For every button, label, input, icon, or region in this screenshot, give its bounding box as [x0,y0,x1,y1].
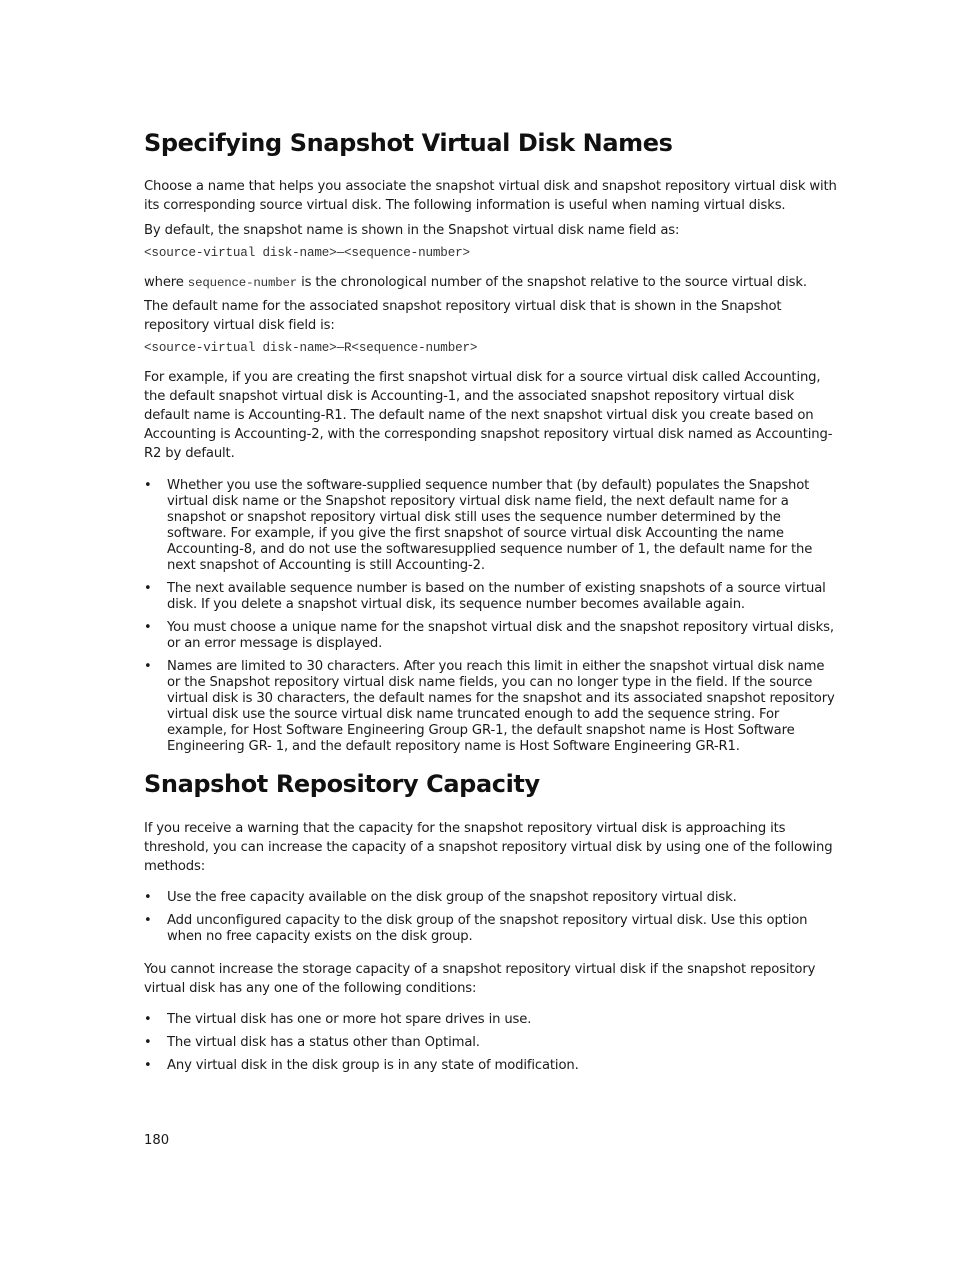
section-heading-repository-capacity: Snapshot Repository Capacity [144,770,540,798]
list-item: • The virtual disk has a status other than Optimal. [144,1035,838,1051]
code-sequence-number: sequence-number [187,276,298,290]
list-item: • Any virtual disk in the disk group is in any state of modification. [144,1058,838,1074]
code-snapshot-name-format: <source-virtual disk-name>—<sequence-number> [144,246,470,260]
bullet-list-naming [144,478,838,762]
list-item: • Add unconfigured capacity to the disk group of the snapshot repository virtual disk. Use this option when no free capacity exists on the disk group. [144,913,838,945]
bullet-list-conditions [144,1012,838,1081]
list-item: • You must choose a unique name for the snapshot virtual disk and the snapshot repository virtual disks, or an error message is displayed. [144,620,838,652]
paragraph-intro: Choose a name that helps you associate the snapshot virtual disk and snapshot repository virtual disk with its corresponding source virtual disk. The following information is useful when naming virtual disks. [144,179,837,213]
paragraph-repository-default-name: The default name for the associated snapshot repository virtual disk that is shown in the Snapshot repository virtual disk field is: [144,299,782,333]
page-number: 180 [144,1133,170,1148]
code-repository-name-format: <source-virtual disk-name>—R<sequence-number> [144,341,478,355]
bullet-list-methods [144,890,838,952]
list-item: • Whether you use the software-supplied sequence number that (by default) populates the Snapshot virtual disk name or the Snapshot repository virtual disk name field, the next default name for a snapshot or snapshot repository virtual disk still uses the sequence number determined by the software. For example, if you give the first snapshot of source virtual disk Accounting the name Accounting-8, and do not use the softwaresupplied sequence number of 1, the default name for the next snapshot of Accounting is still Accounting-2. [144,478,838,574]
list-item: • The virtual disk has one or more hot spare drives in use. [144,1012,838,1028]
section-heading-snapshot-names: Specifying Snapshot Virtual Disk Names [144,129,673,157]
text-sequence-explanation: is the chronological number of the snapshot relative to the source virtual disk. [297,275,807,290]
paragraph-sequence-number [144,273,838,293]
list-item: • Names are limited to 30 characters. After you reach this limit in either the snapshot virtual disk name or the Snapshot repository virtual disk name fields, you can no longer type in the field. If the source virtual disk is 30 characters, the default names for the snapshot and its associated snapshot repository virtual disk use the source virtual disk name truncated enough to add the sequence string. For example, for Host Software Engineering Group GR-1, the default snapshot name is Host Software Engineering GR- 1, and the default repository name is Host Software Engineering GR-R1. [144,659,838,755]
text-where: where [144,275,188,290]
paragraph-cannot-increase: You cannot increase the storage capacity of a snapshot repository virtual disk if the snapshot repository virtual disk has any one of the following conditions: [144,962,816,996]
list-item: • Use the free capacity available on the disk group of the snapshot repository virtual disk. [144,890,838,906]
paragraph-default-name: By default, the snapshot name is shown in the Snapshot virtual disk name field as: [144,223,680,238]
paragraph-example: For example, if you are creating the first snapshot virtual disk for a source virtual disk called Accounting, the default snapshot virtual disk is Accounting-1, and the associated snapshot repository virtual disk default name is Accounting-R1. The default name of the next snapshot virtual disk you create based on Accounting is Accounting-2, with the corresponding snapshot repository virtual disk named as Accounting-R2 by default. [144,370,833,461]
paragraph-capacity-warning: If you receive a warning that the capacity for the snapshot repository virtual disk is approaching its threshold, you can increase the capacity of a snapshot repository virtual disk by using one of the following methods: [144,821,833,874]
list-item: • The next available sequence number is based on the number of existing snapshots of a source virtual disk. If you delete a snapshot virtual disk, its sequence number becomes available again. [144,581,838,613]
